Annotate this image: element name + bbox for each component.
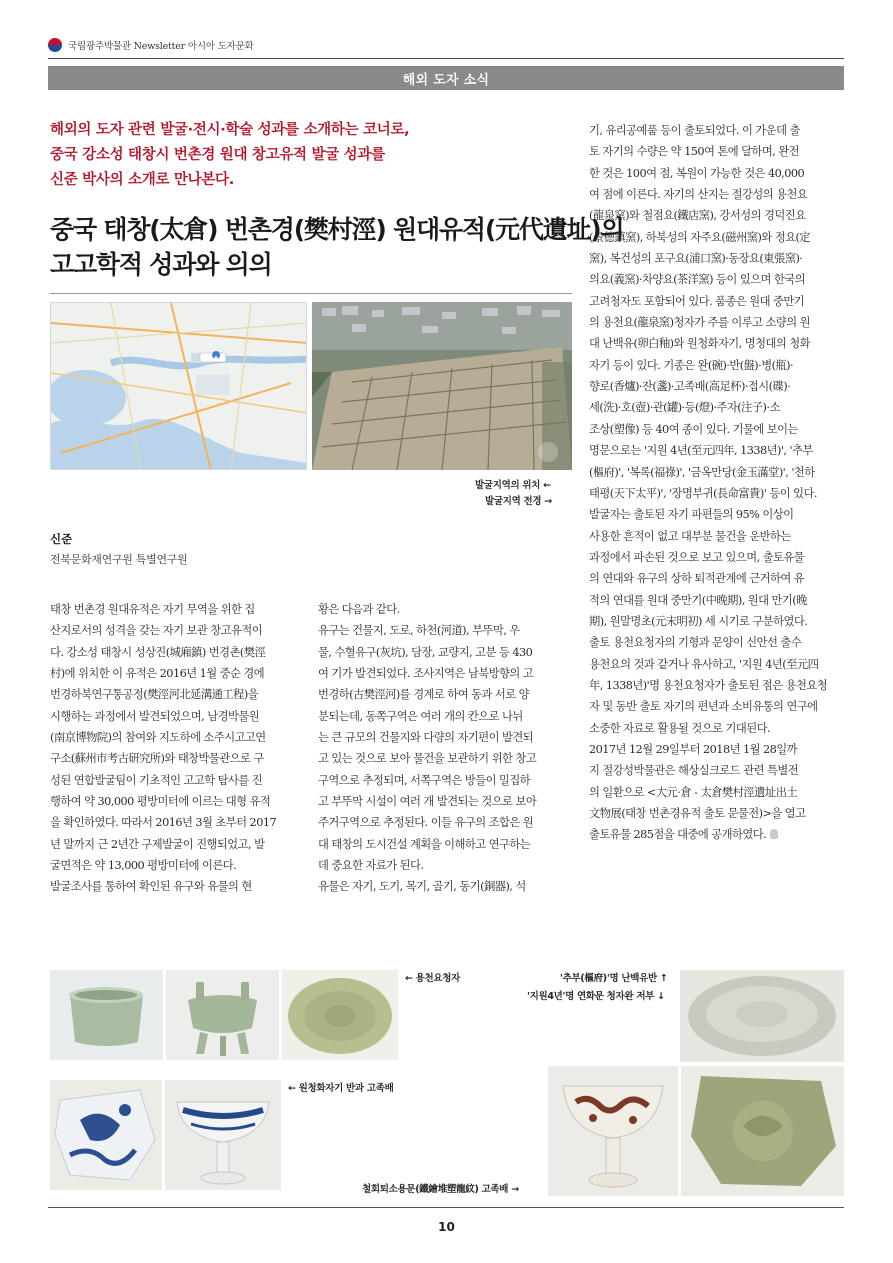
body-line: 발굴조사를 통하여 확인된 유구와 유물의 현 <box>50 880 252 894</box>
body-line: 태창 번촌경 원대유적은 자기 무역을 위한 집 <box>50 603 255 616</box>
body-line: 과정에서 파손된 것으로 보고 있으며, 출토유물 <box>589 550 805 564</box>
body-line: 자기 등이 있다. 기종은 완(碗)·반(盤)·병(瓶)· <box>589 358 794 372</box>
body-line: 세(洗)·호(壺)·관(罐)·등(燈)·주자(注子)·소 <box>589 401 780 415</box>
article-title <box>50 212 624 282</box>
iron-red-caption: 철회퇴소용문(鐵繪堆塑龍紋) 고족배 → <box>362 1184 519 1195</box>
body-line: 의 연대와 유구의 상하 퇴적관계에 근거하여 유 <box>589 572 805 586</box>
body-line: 년 말까지 근 2년간 구제발굴이 진행되었고, 발 <box>50 837 265 851</box>
body-line: 명문으로는 '지원 4년(至元四年, 1338년)', '추부 <box>589 444 813 458</box>
body-line: 번경하(古樊涇河)를 경계로 하여 동과 서로 양 <box>318 688 529 702</box>
body-line: 年, 1338년)'명 용천요청자가 출토된 점은 용천요청 <box>589 678 828 692</box>
body-line: 2017년 12월 29일부터 2018년 1월 28일까 <box>589 742 798 756</box>
page-number: 10 <box>438 1220 455 1234</box>
body-line: 期), 원말명초(元末明初) 세 시기로 구분하였다. <box>589 614 808 628</box>
body-line: 향로(香爐)·잔(盞)·고족배(高足杯)·접시(碟)· <box>589 380 791 394</box>
author-affiliation: 전북문화재연구원 특별연구원 <box>50 553 188 566</box>
body-line: 는 큰 규모의 건물지와 다량의 자기편이 발견되 <box>318 731 534 745</box>
body-line: 村)에 위치한 이 유적은 2016년 1월 중순 경에 <box>50 667 265 681</box>
body-line: 지 절강성박물관은 해상실크로드 관련 특별전 <box>589 764 799 778</box>
body-line: 소중한 자료로 활용될 것으로 기대된다. <box>589 721 771 735</box>
body-line: 고려청자도 포함되어 있다. 품종은 원대 중만기 <box>589 294 805 308</box>
body-line: 황은 다음과 같다. <box>318 603 400 616</box>
lead-line: 해외의 도자 관련 발굴·전시·학술 성과를 소개하는 코너로, <box>50 122 410 138</box>
body-line: 굴면적은 약 13,000 평방미터에 이른다. <box>50 859 237 873</box>
body-line: 다. 강소성 태창시 성상진(城廂鎮) 번경촌(樊涇 <box>50 645 266 659</box>
qingbai-dish-photo <box>680 970 844 1062</box>
body-line: 유구는 건물지, 도로, 하천(河道), 부뚜막, 우 <box>318 624 520 638</box>
body-line: 용천요의 것과 같거나 유사하고, '지원 4년(至元四 <box>589 657 819 671</box>
body-line: 한 것은 100여 점, 복원이 가능한 것은 40,000 <box>589 166 805 180</box>
header-divider <box>48 58 844 59</box>
body-line: 행하여 약 30,000 평방미터에 이르는 대형 유적 <box>50 795 271 809</box>
body-column-1 <box>50 599 304 898</box>
body-line: 여 기가 발견되었다. 조사지역은 남북방향의 고 <box>318 667 534 681</box>
body-line: 의 일환으로 <大元·倉 - 太倉樊村涇遺址出土 <box>589 785 798 799</box>
body-line: (景德鎮窯), 하북성의 자주요(磁州窯)와 정요(定 <box>589 230 811 244</box>
longquan-caption: ← 용천요청자 <box>405 973 461 984</box>
body-line: 적의 연대를 원대 중만기(中晚期), 원대 만기(晚 <box>589 593 807 607</box>
body-line: 발굴자는 출토된 자기 파편들의 95% 이상이 <box>589 508 794 522</box>
body-line: 출토유물 285점을 대중에 공개하였다. <box>589 824 845 845</box>
body-line: 물, 수혈유구(灰坑), 담장, 교량지, 고분 등 430 <box>318 645 533 659</box>
body-column-2 <box>318 599 572 898</box>
body-line: 구역으로 추정되며, 서쪽구역은 방들이 밀집하 <box>318 773 531 787</box>
museum-logo-icon <box>48 38 62 52</box>
lead-line: 중국 강소성 태창시 번촌경 원대 창고유적 발굴 성과를 <box>50 147 385 163</box>
body-line: 기, 유리공예품 등이 출토되었다. 이 가운데 출 <box>589 124 800 137</box>
iron-red-stem-cup-photo <box>548 1066 678 1196</box>
body-column-3 <box>589 120 845 846</box>
end-mark-icon <box>770 829 778 839</box>
site-location-map <box>50 302 307 470</box>
body-line: 출토 용천요청자의 기형과 문양이 신안선 출수 <box>589 636 802 650</box>
body-line: 데 중요한 자료가 된다. <box>318 859 424 873</box>
shufu-caption: '추부(樞府)'명 난백유반 ↑ <box>560 973 668 984</box>
section-banner: 해외 도자 소식 <box>48 66 844 90</box>
excavation-aerial-photo <box>312 302 572 470</box>
publication-title: 국립광주박물관 Newsletter 아시아 도자문화 <box>68 41 254 52</box>
blue-white-shard-photo <box>50 1080 162 1190</box>
publication-header <box>48 36 844 54</box>
body-line: 구소(蘇州市考古研究所)와 태창박물관으로 구 <box>50 752 264 766</box>
celadon-plate-photo <box>282 970 398 1060</box>
blue-white-caption: ← 원청화자기 반과 고족배 <box>288 1083 394 1094</box>
body-line: 대 난백유(卵白釉)와 원청화자기, 명청대의 청화 <box>589 337 810 351</box>
blue-white-stem-cup-photo <box>165 1080 281 1190</box>
celadon-tripod-censer-photo <box>166 970 279 1060</box>
title-line: 고고학적 성과와 의의 <box>50 250 272 279</box>
body-line: 의요(義窯)·차양요(茶洋窯) 등이 있으며 한국의 <box>589 273 806 287</box>
body-line: 시행하는 과정에서 발견되었으며, 남경박물원 <box>50 709 260 723</box>
body-line: 대 태창의 도시건설 계획을 이해하고 연구하는 <box>318 837 531 851</box>
body-line: 을 확인하였다. 따라서 2016년 3월 초부터 2017 <box>50 816 277 830</box>
body-line: 사용한 흔적이 없고 대부분 물건을 운반하는 <box>589 529 791 543</box>
body-line: 조상(塑像) 등 40여 종이 있다. 기물에 보이는 <box>589 422 798 436</box>
aerial-caption: 발굴지역 전경 → <box>485 496 552 507</box>
body-line: (南京博物院)의 참여와 지도하에 소주시고고연 <box>50 731 266 745</box>
body-line: 窯), 복건성의 포구요(浦口窯)·동장요(東張窯)· <box>589 252 803 266</box>
celadon-bowl-base-photo <box>681 1066 844 1196</box>
body-line: 번경하북연구통공정(樊涇河北延溝通工程)을 <box>50 688 259 702</box>
lead-line: 신준 박사의 소개로 만나본다. <box>50 172 234 188</box>
zhiyuan-caption: '지원4년'명 연화문 청자완 저부 ↓ <box>527 991 665 1002</box>
title-line: 중국 태창(太倉) 번촌경(樊村涇) 원대유적(元代遺址)의 <box>50 215 624 244</box>
footer-divider <box>48 1207 844 1208</box>
lead-paragraph <box>50 118 570 193</box>
map-caption: 발굴지역의 위치 ← <box>475 480 551 491</box>
body-line: 토 자기의 수량은 약 150여 톤에 달하며, 완전 <box>589 145 800 159</box>
body-line: 고 부뚜막 시설이 여러 개 발견되는 것으로 보아 <box>318 795 537 809</box>
title-divider <box>50 293 572 294</box>
body-line: 의 용천요(龍泉窯)청자가 주를 이루고 소량의 원 <box>589 316 810 330</box>
body-line: 자 및 동반 출토 자기의 편년과 소비유통의 연구에 <box>589 700 818 714</box>
celadon-incense-cup-photo <box>50 970 163 1060</box>
body-line: (龍泉窯)와 철점요(鐵店窯), 강서성의 경덕진요 <box>589 209 806 223</box>
body-line: (樞府)', '복록(福祿)', '금옥만당(金玉滿堂)', '천하 <box>589 465 815 479</box>
body-line: 성된 연합발굴팀이 기초적인 고고학 탐사를 진 <box>50 773 263 787</box>
body-line: 산지로서의 성격을 갖는 자기 보관 창고유적이 <box>50 624 263 638</box>
body-line: 분되는데, 동쪽구역은 여러 개의 칸으로 나뉘 <box>318 709 523 723</box>
body-line: 태평(天下太平)', '장명부귀(長命富貴)' 등이 있다. <box>589 486 817 500</box>
author-name: 신준 <box>50 532 73 546</box>
body-line: 유물은 자기, 도기, 목기, 골기, 동기(銅器), 석 <box>318 880 526 894</box>
body-line: 文物展(태창 번촌경유적 출토 문물전)>을 열고 <box>589 807 806 820</box>
body-line: 여 점에 이른다. 자기의 산지는 절강성의 용천요 <box>589 188 808 202</box>
body-line: 고 있는 것으로 보아 물건을 보관하기 위한 창고 <box>318 752 537 766</box>
body-line: 주거구역으로 추정된다. 이들 유구의 조합은 원 <box>318 816 534 830</box>
